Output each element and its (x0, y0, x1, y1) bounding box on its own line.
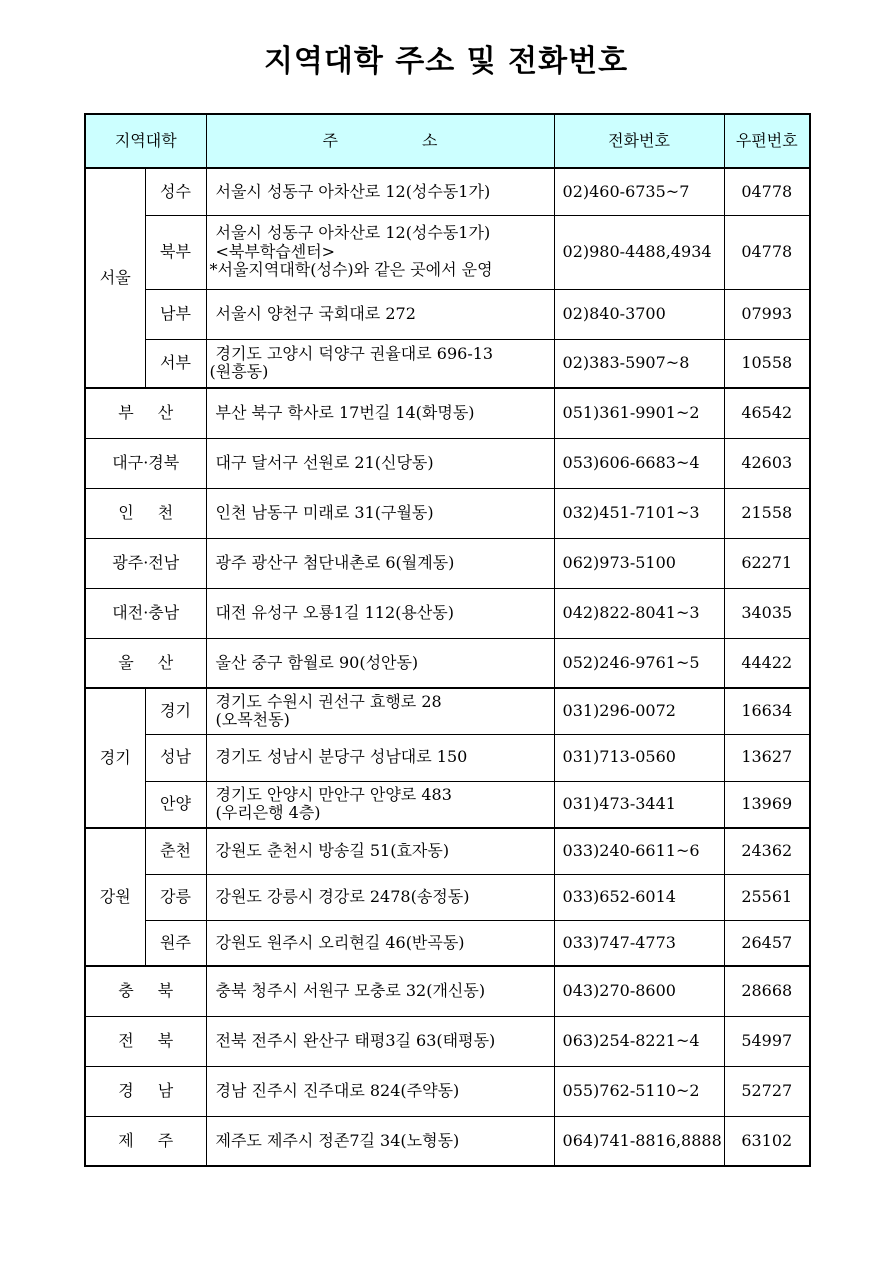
table-row (85, 966, 810, 1016)
phone-cell: 02)383-5907~8 (554, 339, 724, 388)
phone-cell: 063)254-8221~4 (554, 1016, 724, 1066)
phone-cell: 031)713-0560 (554, 734, 724, 781)
region-seoul: 서울 (85, 168, 145, 388)
table-row (85, 1116, 810, 1166)
zip-cell: 24362 (724, 828, 810, 874)
address-cell: 인천 남동구 미래로 31(구월동) (206, 488, 554, 538)
zip-cell: 25561 (724, 874, 810, 920)
header-phone: 전화번호 (554, 114, 724, 168)
address-line: 강원도 춘천시 방송길 51(효자동) (215, 841, 450, 861)
address-cell (206, 734, 554, 781)
table-header-row (85, 114, 810, 168)
header-address-char-a: 주 (322, 130, 339, 150)
phone-cell: 051)361-9901~2 (554, 388, 724, 438)
phone-cell: 02)980-4488,4934 (554, 215, 724, 289)
region-char: 산 (157, 403, 174, 423)
table-row (85, 638, 810, 688)
region-char: 부 (118, 403, 134, 423)
address-cell (206, 215, 554, 289)
region-char: 산 (157, 652, 174, 672)
region-daegu: 대구·경북 (85, 438, 206, 488)
zip-cell: 21558 (724, 488, 810, 538)
address-cell (206, 688, 554, 734)
address-cell (206, 289, 554, 339)
table-row (85, 1066, 810, 1116)
address-cell: 울산 중구 함월로 90(성안동) (206, 638, 554, 688)
address-cell (206, 874, 554, 920)
zip-cell: 13627 (724, 734, 810, 781)
address-cell (206, 828, 554, 874)
address-cell (206, 339, 554, 388)
phone-cell: 033)240-6611~6 (554, 828, 724, 874)
subregion-cell: 경기 (145, 688, 206, 734)
phone-cell: 033)747-4773 (554, 920, 724, 966)
zip-cell: 42603 (724, 438, 810, 488)
zip-cell: 10558 (724, 339, 810, 388)
subregion-cell: 성수 (145, 168, 206, 215)
table-row (85, 339, 810, 388)
table-row (85, 168, 810, 215)
header-zip: 우편번호 (724, 114, 810, 168)
phone-cell: 02)460-6735~7 (554, 168, 724, 215)
header-address (206, 114, 554, 168)
region-char: 제 (118, 1130, 134, 1150)
header-region: 지역대학 (85, 114, 206, 168)
region-daejeon: 대전·충남 (85, 588, 206, 638)
zip-cell: 13969 (724, 781, 810, 828)
table-row (85, 920, 810, 966)
zip-cell: 44422 (724, 638, 810, 688)
zip-cell: 04778 (724, 215, 810, 289)
address-cell: 충북 청주시 서원구 모충로 32(개신동) (206, 966, 554, 1016)
subregion-cell: 원주 (145, 920, 206, 966)
address-cell: 광주 광산구 첨단내촌로 6(월계동) (206, 538, 554, 588)
address-line: <북부학습센터> (215, 241, 336, 261)
region-gangwon: 강원 (85, 828, 145, 966)
address-cell (206, 920, 554, 966)
address-line: 경기도 안양시 만안구 안양로 483 (215, 784, 452, 804)
region-char: 천 (157, 502, 174, 522)
table-row (85, 388, 810, 438)
page-title: 지역대학 주소 및 전화번호 (263, 44, 629, 79)
address-line: 경기도 수원시 권선구 효행로 28 (215, 691, 442, 711)
subregion-cell: 성남 (145, 734, 206, 781)
zip-cell: 52727 (724, 1066, 810, 1116)
table-row (85, 781, 810, 828)
address-cell: 전북 전주시 완산구 태평3길 63(태평동) (206, 1016, 554, 1066)
address-table (84, 113, 811, 1167)
region-char: 북 (157, 981, 174, 1001)
address-line: 강원도 강릉시 경강로 2478(송정동) (215, 886, 470, 906)
table-row (85, 688, 810, 734)
phone-cell: 02)840-3700 (554, 289, 724, 339)
address-line: 서울시 성동구 아차산로 12(성수동1가) (215, 181, 491, 201)
table-row (85, 588, 810, 638)
region-ulsan (85, 638, 206, 688)
subregion-cell: 북부 (145, 215, 206, 289)
region-gwangju: 광주·전남 (85, 538, 206, 588)
region-char: 울 (118, 652, 134, 672)
table-row (85, 488, 810, 538)
table-row (85, 734, 810, 781)
subregion-cell: 안양 (145, 781, 206, 828)
header-address-char-b: 소 (422, 130, 438, 150)
table-row (85, 1016, 810, 1066)
table-row (85, 215, 810, 289)
zip-cell: 46542 (724, 388, 810, 438)
subregion-cell: 남부 (145, 289, 206, 339)
zip-cell: 34035 (724, 588, 810, 638)
phone-cell: 052)246-9761~5 (554, 638, 724, 688)
region-busan (85, 388, 206, 438)
table-row (85, 874, 810, 920)
phone-cell: 055)762-5110~2 (554, 1066, 724, 1116)
region-incheon (85, 488, 206, 538)
region-char: 인 (118, 502, 134, 522)
address-line: (우리은행 4층) (215, 803, 321, 823)
address-line: (오목천동) (215, 710, 290, 730)
zip-cell: 16634 (724, 688, 810, 734)
subregion-cell: 서부 (145, 339, 206, 388)
phone-cell: 043)270-8600 (554, 966, 724, 1016)
table-row (85, 438, 810, 488)
address-line: 서울시 양천구 국회대로 272 (215, 303, 416, 323)
phone-cell: 033)652-6014 (554, 874, 724, 920)
region-char: 북 (157, 1030, 174, 1050)
phone-cell: 062)973-5100 (554, 538, 724, 588)
region-char: 경 (118, 1080, 134, 1100)
address-line: 강원도 원주시 오리현길 46(반곡동) (215, 932, 465, 952)
address-cell: 부산 북구 학사로 17번길 14(화명동) (206, 388, 554, 438)
region-char: 주 (157, 1130, 174, 1150)
region-chungbuk (85, 966, 206, 1016)
region-jeonbuk (85, 1016, 206, 1066)
region-gyeongnam (85, 1066, 206, 1116)
zip-cell: 63102 (724, 1116, 810, 1166)
address-line: 서울시 성동구 아차산로 12(성수동1가) (215, 223, 491, 243)
address-line: (원흥동) (209, 362, 269, 382)
address-cell: 경남 진주시 진주대로 824(주약동) (206, 1066, 554, 1116)
address-line: *서울지역대학(성수)와 같은 곳에서 운영 (209, 260, 493, 280)
address-cell: 대구 달서구 선원로 21(신당동) (206, 438, 554, 488)
subregion-cell: 강릉 (145, 874, 206, 920)
table-row (85, 289, 810, 339)
region-char: 전 (118, 1030, 134, 1050)
subregion-cell: 춘천 (145, 828, 206, 874)
zip-cell: 54997 (724, 1016, 810, 1066)
address-line: 경기도 고양시 덕양구 권율대로 696-13 (215, 343, 494, 363)
phone-cell: 053)606-6683~4 (554, 438, 724, 488)
address-line: 경기도 성남시 분당구 성남대로 150 (215, 747, 468, 767)
address-cell (206, 781, 554, 828)
region-char: 충 (118, 981, 134, 1001)
zip-cell: 26457 (724, 920, 810, 966)
region-char: 남 (157, 1080, 174, 1100)
region-jeju (85, 1116, 206, 1166)
zip-cell: 04778 (724, 168, 810, 215)
region-gyeonggi: 경기 (85, 688, 145, 828)
address-cell: 대전 유성구 오룡1길 112(용산동) (206, 588, 554, 638)
zip-cell: 62271 (724, 538, 810, 588)
phone-cell: 032)451-7101~3 (554, 488, 724, 538)
table-row (85, 538, 810, 588)
phone-cell: 042)822-8041~3 (554, 588, 724, 638)
address-cell (206, 168, 554, 215)
zip-cell: 28668 (724, 966, 810, 1016)
zip-cell: 07993 (724, 289, 810, 339)
table-row (85, 828, 810, 874)
address-cell: 제주도 제주시 정존7길 34(노형동) (206, 1116, 554, 1166)
phone-cell: 031)296-0072 (554, 688, 724, 734)
phone-cell: 064)741-8816,8888 (554, 1116, 724, 1166)
phone-cell: 031)473-3441 (554, 781, 724, 828)
